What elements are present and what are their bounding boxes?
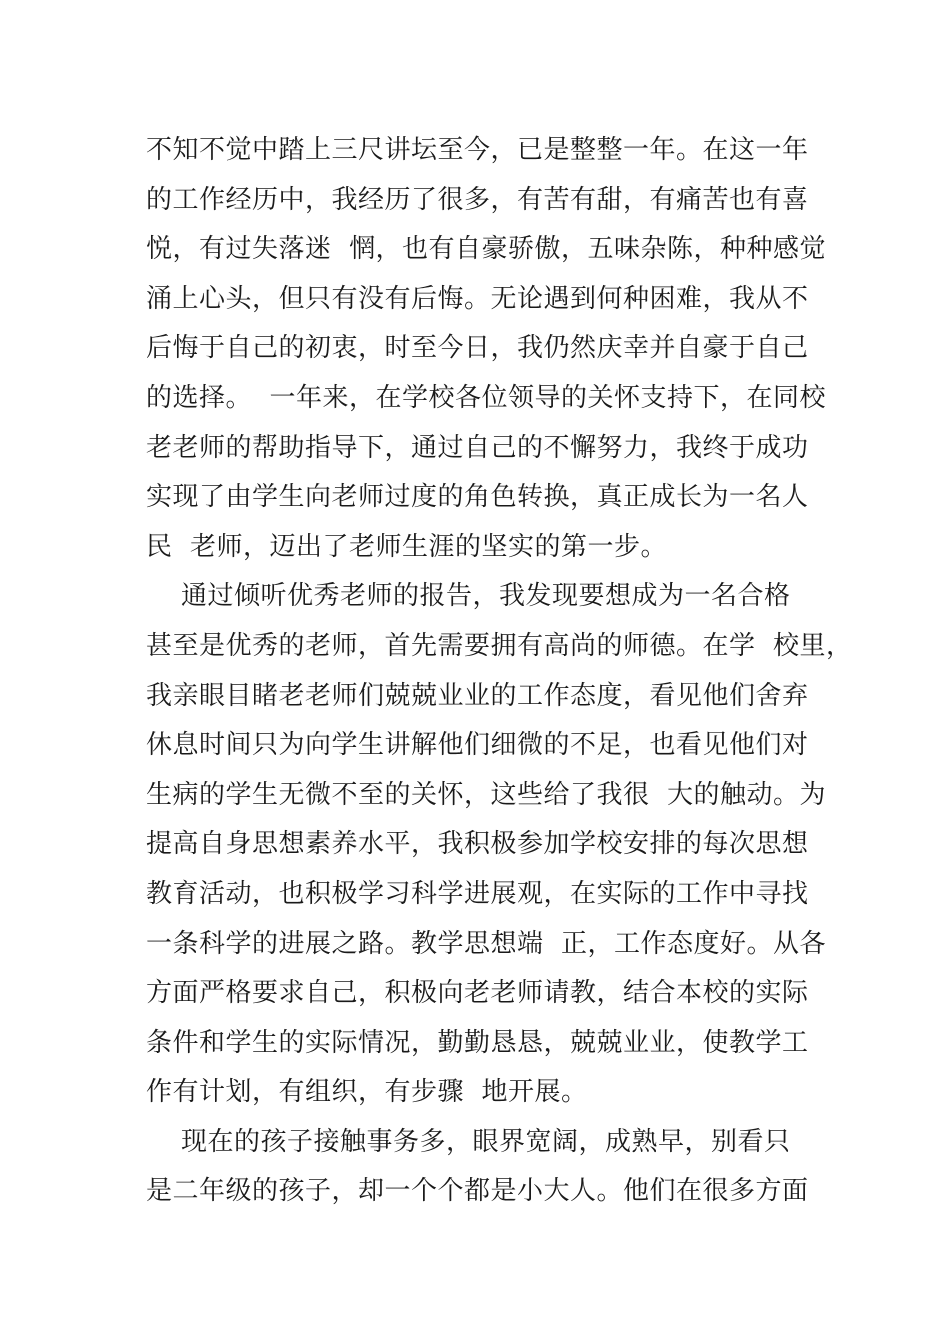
text-line-19: 条件和学生的实际情况，勤勤恳恳，兢兢业业，使教学工 (146, 1027, 809, 1058)
text-line-14: 生病的学生无微不至的关怀，这些给了我很 大的触动。为 (146, 779, 827, 810)
text-line-10: 通过倾听优秀老师的报告，我发现要想成为一名合格 (146, 581, 791, 612)
text-line-17: 一条科学的进展之路。教学思想端 正，工作态度好。从各 (146, 928, 827, 959)
text-line-9: 民 老师，迈出了老师生涯的坚实的第一步。 (146, 531, 668, 562)
text-line-21: 现在的孩子接触事务多，眼界宽阔，成熟早，别看只 (146, 1126, 791, 1157)
text-line-5: 后悔于自己的初衷，时至今日，我仍然庆幸并自豪于自己 (146, 333, 809, 364)
text-line-15: 提高自身思想素养水平，我积极参加学校安排的每次思想 (146, 829, 809, 860)
text-line-20: 作有计划，有组织，有步骤 地开展。 (146, 1077, 588, 1108)
text-line-6: 的选择。 一年来，在学校各位领导的关怀支持下，在同校 (146, 382, 827, 413)
text-line-16: 教育活动，也积极学习科学进展观，在实际的工作中寻找 (146, 878, 809, 909)
text-line-8: 实现了由学生向老师过度的角色转换，真正成长为一名人 (146, 482, 809, 513)
text-line-7: 老老师的帮助指导下，通过自己的不懈努力，我终于成功 (146, 432, 809, 463)
text-line-2: 的工作经历中，我经历了很多，有苦有甜，有痛苦也有喜 (146, 184, 809, 215)
document-body (146, 126, 853, 1217)
text-line-3: 悦，有过失落迷 惘，也有自豪骄傲，五味杂陈，种种感觉 (146, 234, 827, 265)
text-line-22: 是二年级的孩子，却一个个都是小大人。他们在很多方面 (146, 1176, 809, 1207)
text-line-13: 休息时间只为向学生讲解他们细微的不足，也看见他们对 (146, 730, 809, 761)
text-line-12: 我亲眼目睹老老师们兢兢业业的工作态度，看见他们舍弃 (146, 680, 809, 711)
text-line-1: 不知不觉中踏上三尺讲坛至今，已是整整一年。在这一年 (146, 135, 809, 165)
text-line-18: 方面严格要求自己，积极向老老师请教，结合本校的实际 (146, 978, 809, 1009)
text-line-4: 涌上心头，但只有没有后悔。无论遇到何种困难，我从不 (146, 283, 809, 314)
text-line-11: 甚至是优秀的老师，首先需要拥有高尚的师德。在学 校里， (146, 630, 853, 661)
